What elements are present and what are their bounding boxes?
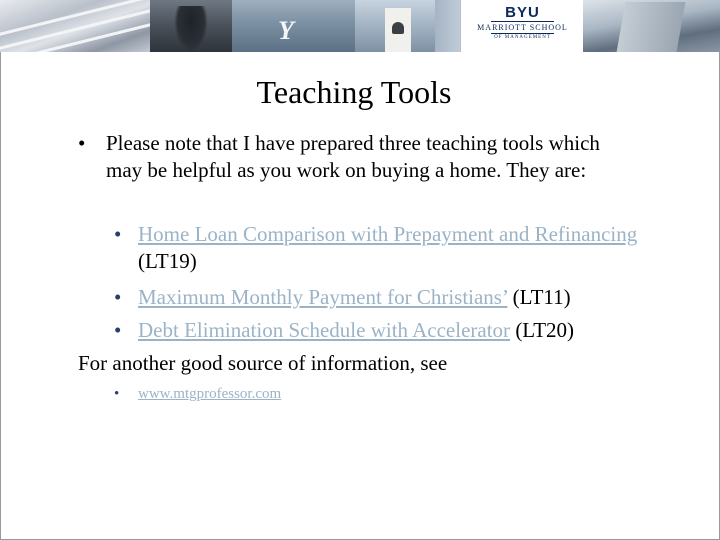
tool-link-home-loan-comparison[interactable]: Home Loan Comparison with Prepayment and Refinancing xyxy=(138,222,638,246)
banner-photo-metal xyxy=(0,0,150,52)
website-link[interactable]: www.mtgprofessor.com xyxy=(138,386,282,402)
tool-item xyxy=(114,221,654,275)
banner-photo-mountain: Y xyxy=(232,0,355,52)
byu-marriott-logo: BYU MARRIOTT SCHOOL OF MANAGEMENT xyxy=(460,0,585,52)
intro-bullet xyxy=(78,130,638,184)
tool-link-maximum-monthly-payment[interactable]: Maximum Monthly Payment for Christians’ xyxy=(138,285,508,309)
banner-photo-statue xyxy=(150,0,232,52)
bullet-marker: • xyxy=(78,131,86,155)
banner-photo-bell-tower xyxy=(355,0,435,52)
tool-code: (LT11) xyxy=(507,285,571,309)
bullet-marker: • xyxy=(114,222,122,246)
tool-item xyxy=(114,284,654,311)
slide-title: Teaching Tools xyxy=(256,74,452,110)
website-item xyxy=(114,385,281,403)
another-source-text: For another good source of information, see xyxy=(78,351,448,375)
intro-text: Please note that I have prepared three teaching tools which may be helpful as you work on buying a home. They are: xyxy=(106,131,600,182)
tool-item xyxy=(114,317,654,344)
tool-code: (LT20) xyxy=(510,318,575,342)
tool-code: (LT19) xyxy=(138,249,197,273)
banner-photo-sky xyxy=(435,0,460,52)
bullet-marker: • xyxy=(114,318,122,342)
header-banner xyxy=(0,0,720,52)
tool-link-debt-elimination-schedule[interactable]: Debt Elimination Schedule with Accelerator xyxy=(138,318,511,342)
bullet-marker: • xyxy=(114,285,122,309)
bullet-marker: • xyxy=(114,386,120,402)
banner-photo-building xyxy=(583,0,720,52)
